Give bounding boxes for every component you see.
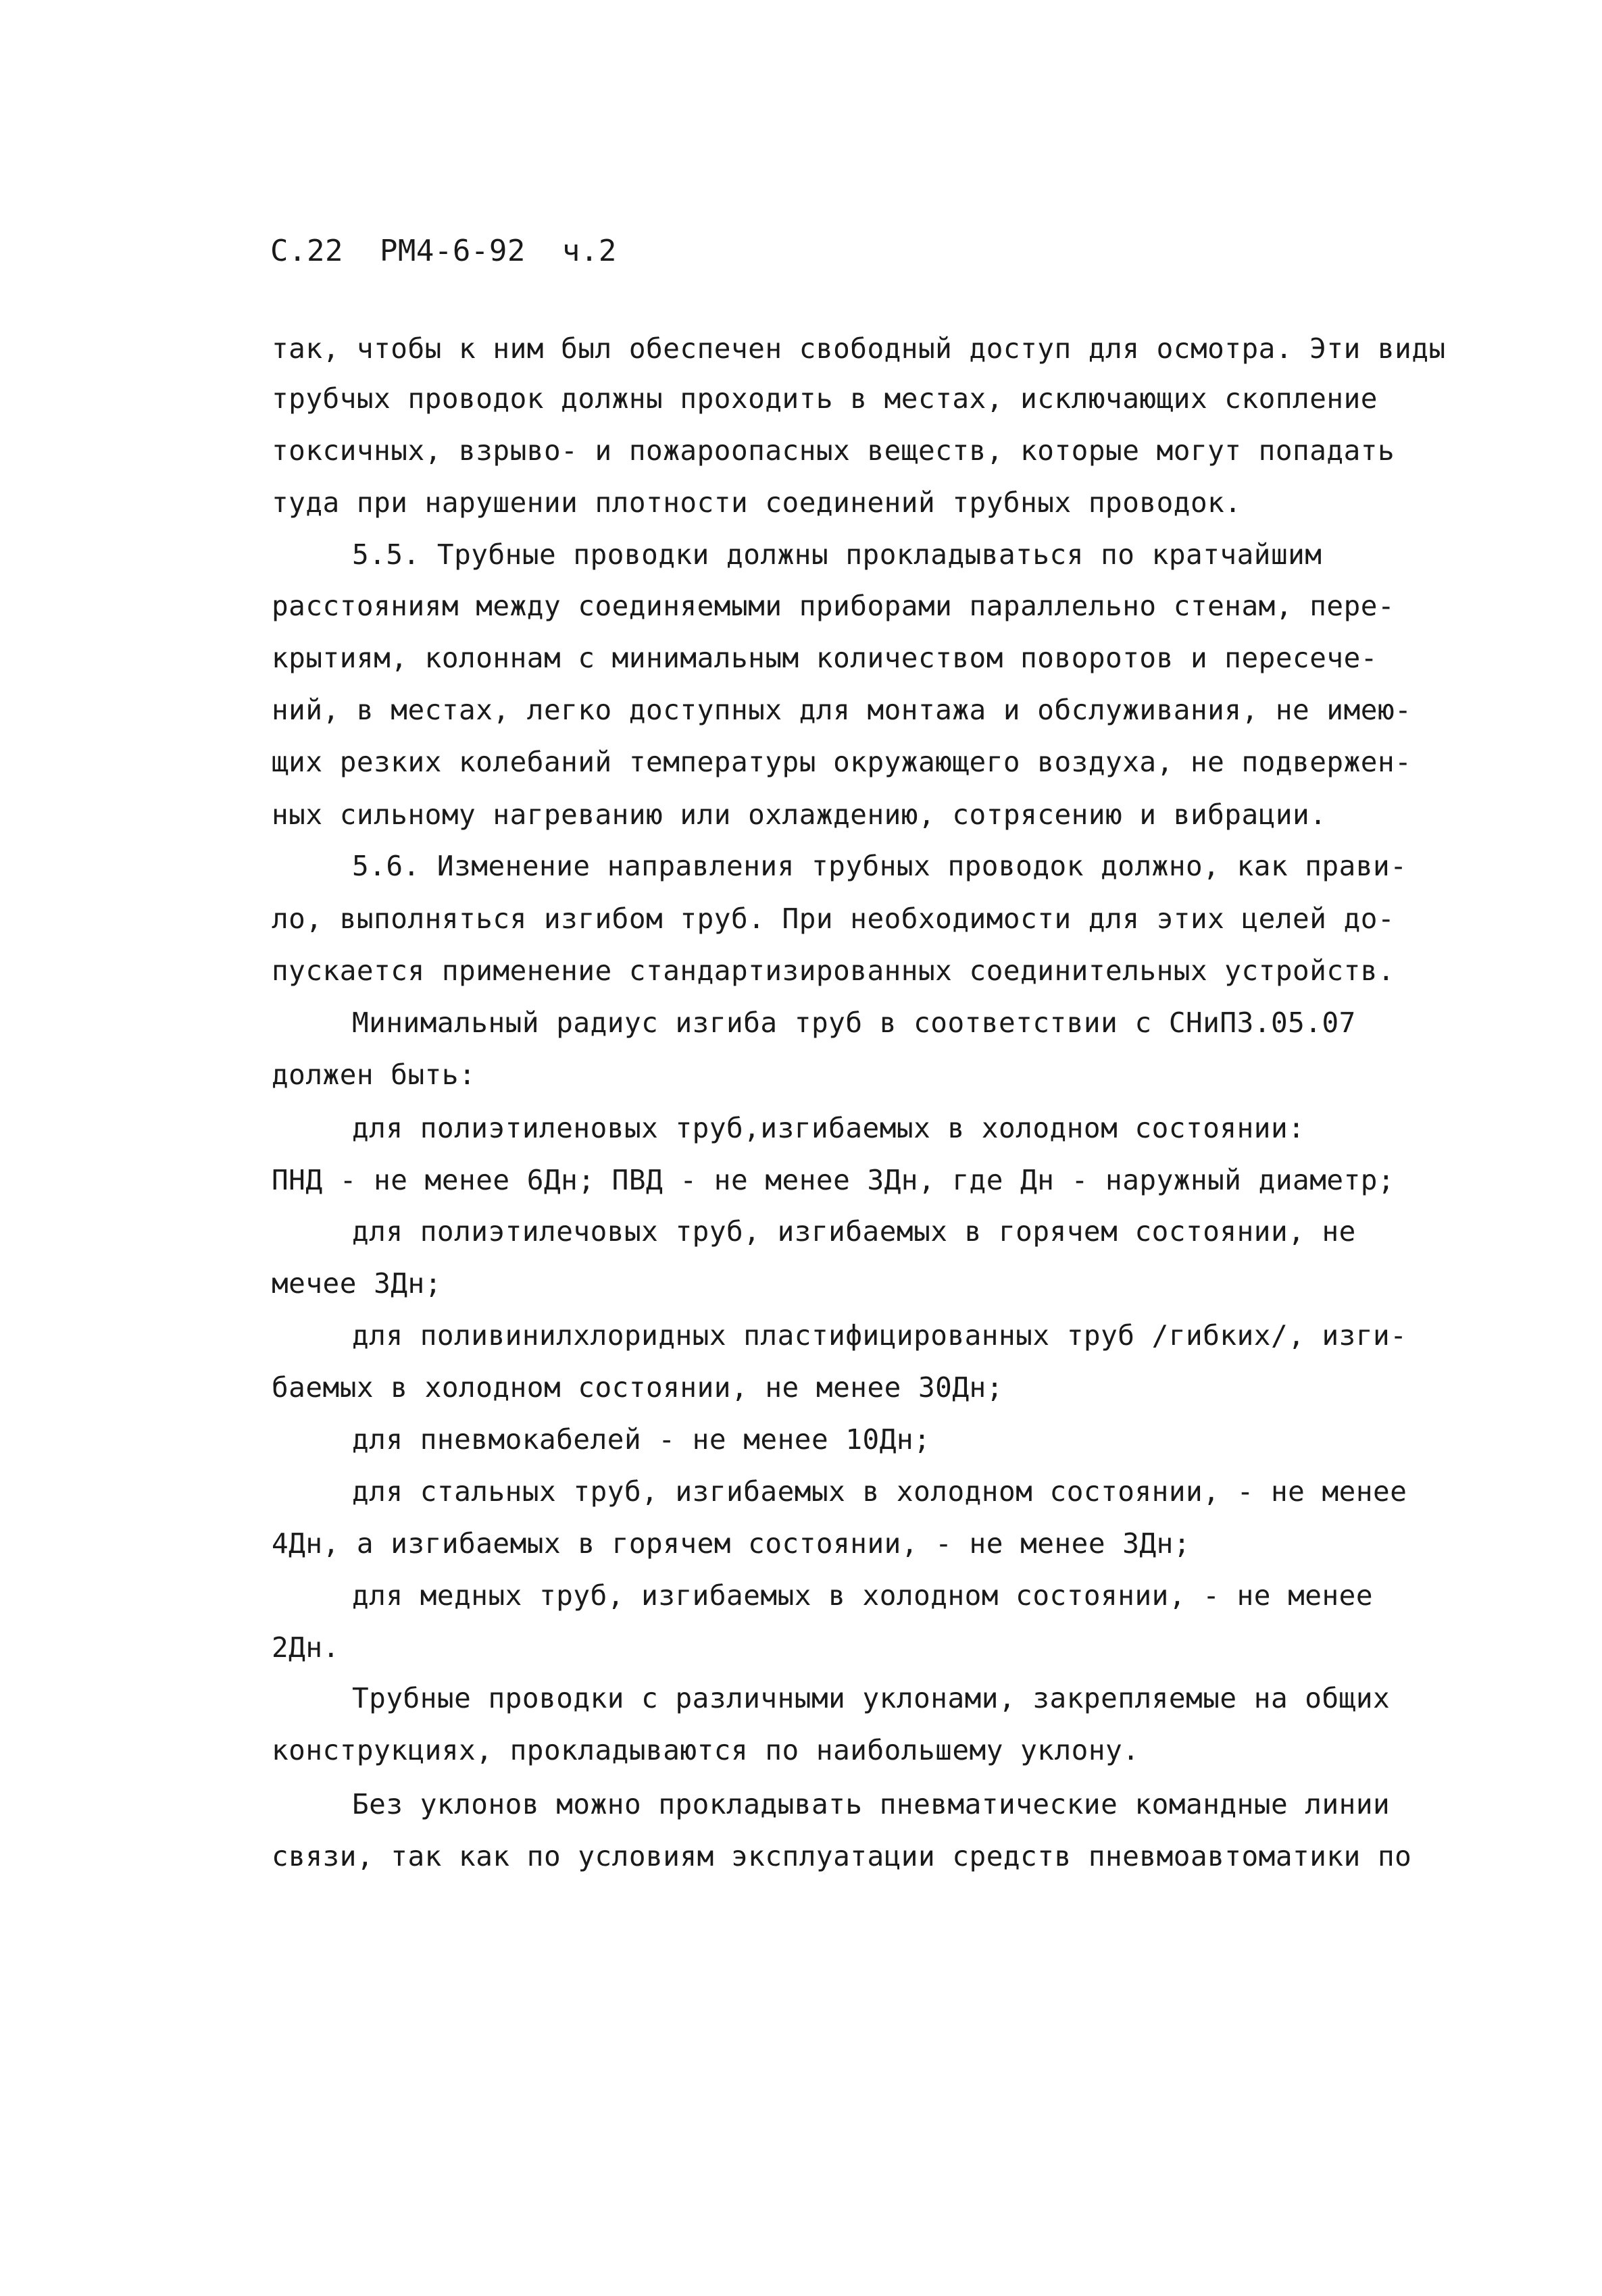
text-line: пускается применение стандартизированных соединительных устройств. [272, 954, 1395, 987]
text-line: должен быть: [272, 1058, 476, 1091]
text-line: туда при нарушении плотности соединений трубных проводок. [272, 486, 1242, 519]
text-line: ло, выполняться изгибом труб. При необходимости для этих целей до- [272, 902, 1395, 935]
text-line: мечее 3Дн; [272, 1267, 442, 1300]
text-line: для полиэтилечовых труб, изгибаемых в горячем состоянии, не [352, 1215, 1356, 1248]
text-line: баемых в холодном состоянии, не менее 30Дн; [272, 1371, 1003, 1404]
text-line: щих резких колебаний температуры окружающего воздуха, не подвержен- [272, 746, 1412, 778]
text-line: расстояниям между соединяемыми приборами параллельно стенам, пере- [272, 590, 1395, 622]
text-line: Без уклонов можно прокладывать пневматические командные линии [352, 1788, 1391, 1820]
text-line: ных сильному нагреванию или охлаждению, сотрясению и вибрации. [272, 798, 1327, 831]
text-line: для поливинилхлоридных пластифицированных труб /гибких/, изги- [352, 1319, 1407, 1352]
text-line: связи, так как по условиям эксплуатации средств пневмоавтоматики по [272, 1840, 1412, 1872]
text-line: для стальных труб, изгибаемых в холодном состоянии, - не менее [352, 1475, 1407, 1508]
text-line: ПНД - не менее 6Дн; ПВД - не менее 3Дн, где Дн - наружный диаметр; [272, 1164, 1395, 1196]
text-line: конструкциях, прокладываются по наибольшему уклону. [272, 1734, 1140, 1766]
text-line: трубчых проводок должны проходить в местах, исключающих скопление [272, 382, 1378, 415]
text-line: для пневмокабелей - не менее 10Дн; [352, 1423, 931, 1456]
page-header: С.22 РМ4-6-92 ч.2 [270, 234, 617, 268]
text-line: 4Дн, а изгибаемых в горячем состоянии, - не менее 3Дн; [272, 1527, 1191, 1560]
text-line: так, чтобы к ним был обеспечен свободный доступ для осмотра. Эти виды [272, 332, 1446, 365]
text-line: ний, в местах, легко доступных для монтажа и обслуживания, не имею- [272, 694, 1412, 726]
text-line: 5.6. Изменение направления трубных проводок должно, как прави- [352, 850, 1407, 882]
text-line: Минимальный радиус изгиба труб в соответствии с СНиП3.05.07 [352, 1006, 1356, 1039]
text-line: для медных труб, изгибаемых в холодном состоянии, - не менее [352, 1579, 1374, 1612]
text-line: для полиэтиленовых труб,изгибаемых в холодном состоянии: [352, 1112, 1305, 1144]
text-line: 2Дн. [272, 1631, 340, 1664]
text-line: токсичных, взрыво- и пожароопасных веществ, которые могут попадать [272, 434, 1395, 467]
text-line: крытиям, колоннам с минимальным количеством поворотов и пересече- [272, 642, 1378, 674]
text-line: 5.5. Трубные проводки должны прокладываться по кратчайшим [352, 538, 1322, 571]
text-line: Трубные проводки с различными уклонами, закрепляемые на общих [352, 1682, 1391, 1714]
